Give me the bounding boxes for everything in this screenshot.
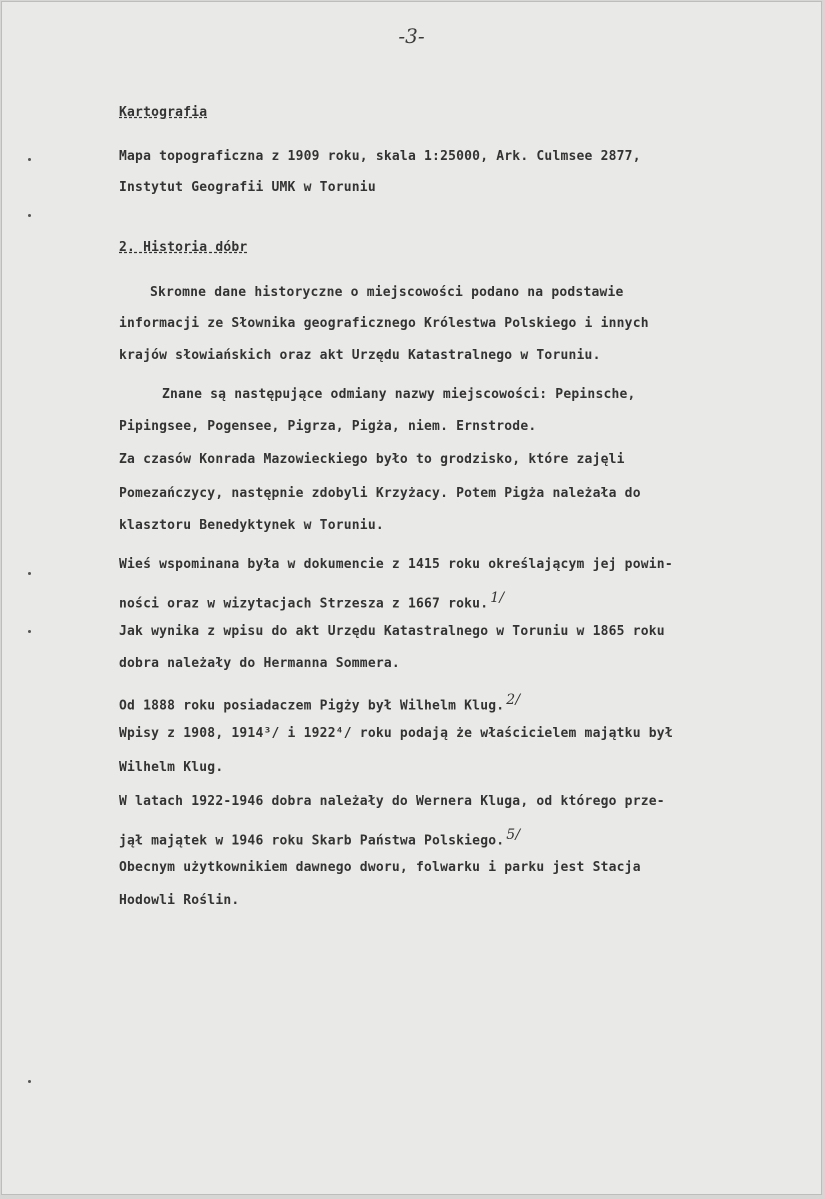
text-line — [119, 590, 504, 611]
text-line — [119, 419, 536, 434]
line-text: Instytut Geografii UMK w Toruniu — [119, 180, 376, 195]
line-text: Kartografia — [119, 105, 208, 120]
line-text: Pipingsee, Pogensee, Pigrza, Pigża, niem. Ernstrode. — [119, 419, 537, 434]
line-text: Za czasów Konrada Mazowieckiego było to grodzisko, które zajęli — [119, 452, 625, 467]
line-text: informacji ze Słownika geograficznego Królestwa Polskiego i innych — [119, 316, 649, 331]
footnote-marker: 5/ — [506, 827, 521, 843]
margin-dot — [28, 572, 31, 575]
text-line — [119, 794, 665, 809]
footnote-marker: 2/ — [506, 692, 521, 708]
margin-dot — [28, 158, 31, 161]
section-heading — [119, 105, 207, 120]
line-text: Hodowli Roślin. — [119, 893, 240, 908]
margin-dot — [28, 630, 31, 633]
text-line — [119, 557, 673, 572]
text-line — [119, 656, 400, 671]
text-line — [119, 760, 223, 775]
line-text: ności oraz w wizytacjach Strzesza z 1667 roku. — [119, 596, 489, 612]
text-line — [162, 387, 636, 402]
document-page — [1, 1, 822, 1195]
text-line — [119, 348, 601, 363]
line-text: klasztoru Benedyktynek w Toruniu. — [119, 518, 384, 533]
line-text: W latach 1922-1946 dobra należały do Wernera Kluga, od którego prze- — [119, 794, 665, 809]
line-text: Pomezańczycy, następnie zdobyli Krzyżacy. Potem Pigża należała do — [119, 486, 641, 501]
line-text: Obecnym użytkownikiem dawnego dworu, folwarku i parku jest Stacja — [119, 860, 641, 875]
text-line — [119, 726, 673, 741]
margin-dot — [28, 1080, 31, 1083]
text-line — [119, 518, 384, 533]
text-line — [119, 316, 649, 331]
text-line — [119, 180, 376, 195]
text-line — [119, 452, 625, 467]
text-line — [119, 692, 520, 713]
line-text: Skromne dane historyczne o miejscowości podano na podstawie — [150, 285, 624, 300]
text-line — [119, 893, 239, 908]
text-line — [150, 285, 624, 300]
page-number: -3- — [398, 24, 425, 48]
text-line — [119, 149, 641, 164]
line-text: jął majątek w 1946 roku Skarb Państwa Polskiego. — [119, 833, 505, 849]
line-text: Wieś wspominana była w dokumencie z 1415 roku określającym jej powin- — [119, 557, 673, 572]
line-text: Wilhelm Klug. — [119, 760, 224, 775]
section-heading — [119, 240, 247, 255]
line-text: Mapa topograficzna z 1909 roku, skala 1:25000, Ark. Culmsee 2877, — [119, 149, 641, 164]
margin-dot — [28, 214, 31, 217]
line-text: Jak wynika z wpisu do akt Urzędu Katastralnego w Toruniu w 1865 roku — [119, 624, 665, 639]
text-line — [119, 827, 520, 848]
text-line — [119, 624, 665, 639]
line-text: dobra należały do Hermanna Sommera. — [119, 656, 400, 671]
line-text: Znane są następujące odmiany nazwy miejscowości: Pepinsche, — [162, 387, 636, 402]
line-text: krajów słowiańskich oraz akt Urzędu Katastralnego w Toruniu. — [119, 348, 601, 363]
line-text: Od 1888 roku posiadaczem Pigży był Wilhelm Klug. — [119, 698, 505, 714]
line-text: 2. Historia dóbr — [119, 240, 248, 255]
footnote-marker: 1/ — [490, 590, 505, 606]
text-line — [119, 860, 641, 875]
text-line — [119, 486, 641, 501]
line-text: Wpisy z 1908, 1914³/ i 1922⁴/ roku podają że właścicielem majątku był — [119, 726, 673, 741]
